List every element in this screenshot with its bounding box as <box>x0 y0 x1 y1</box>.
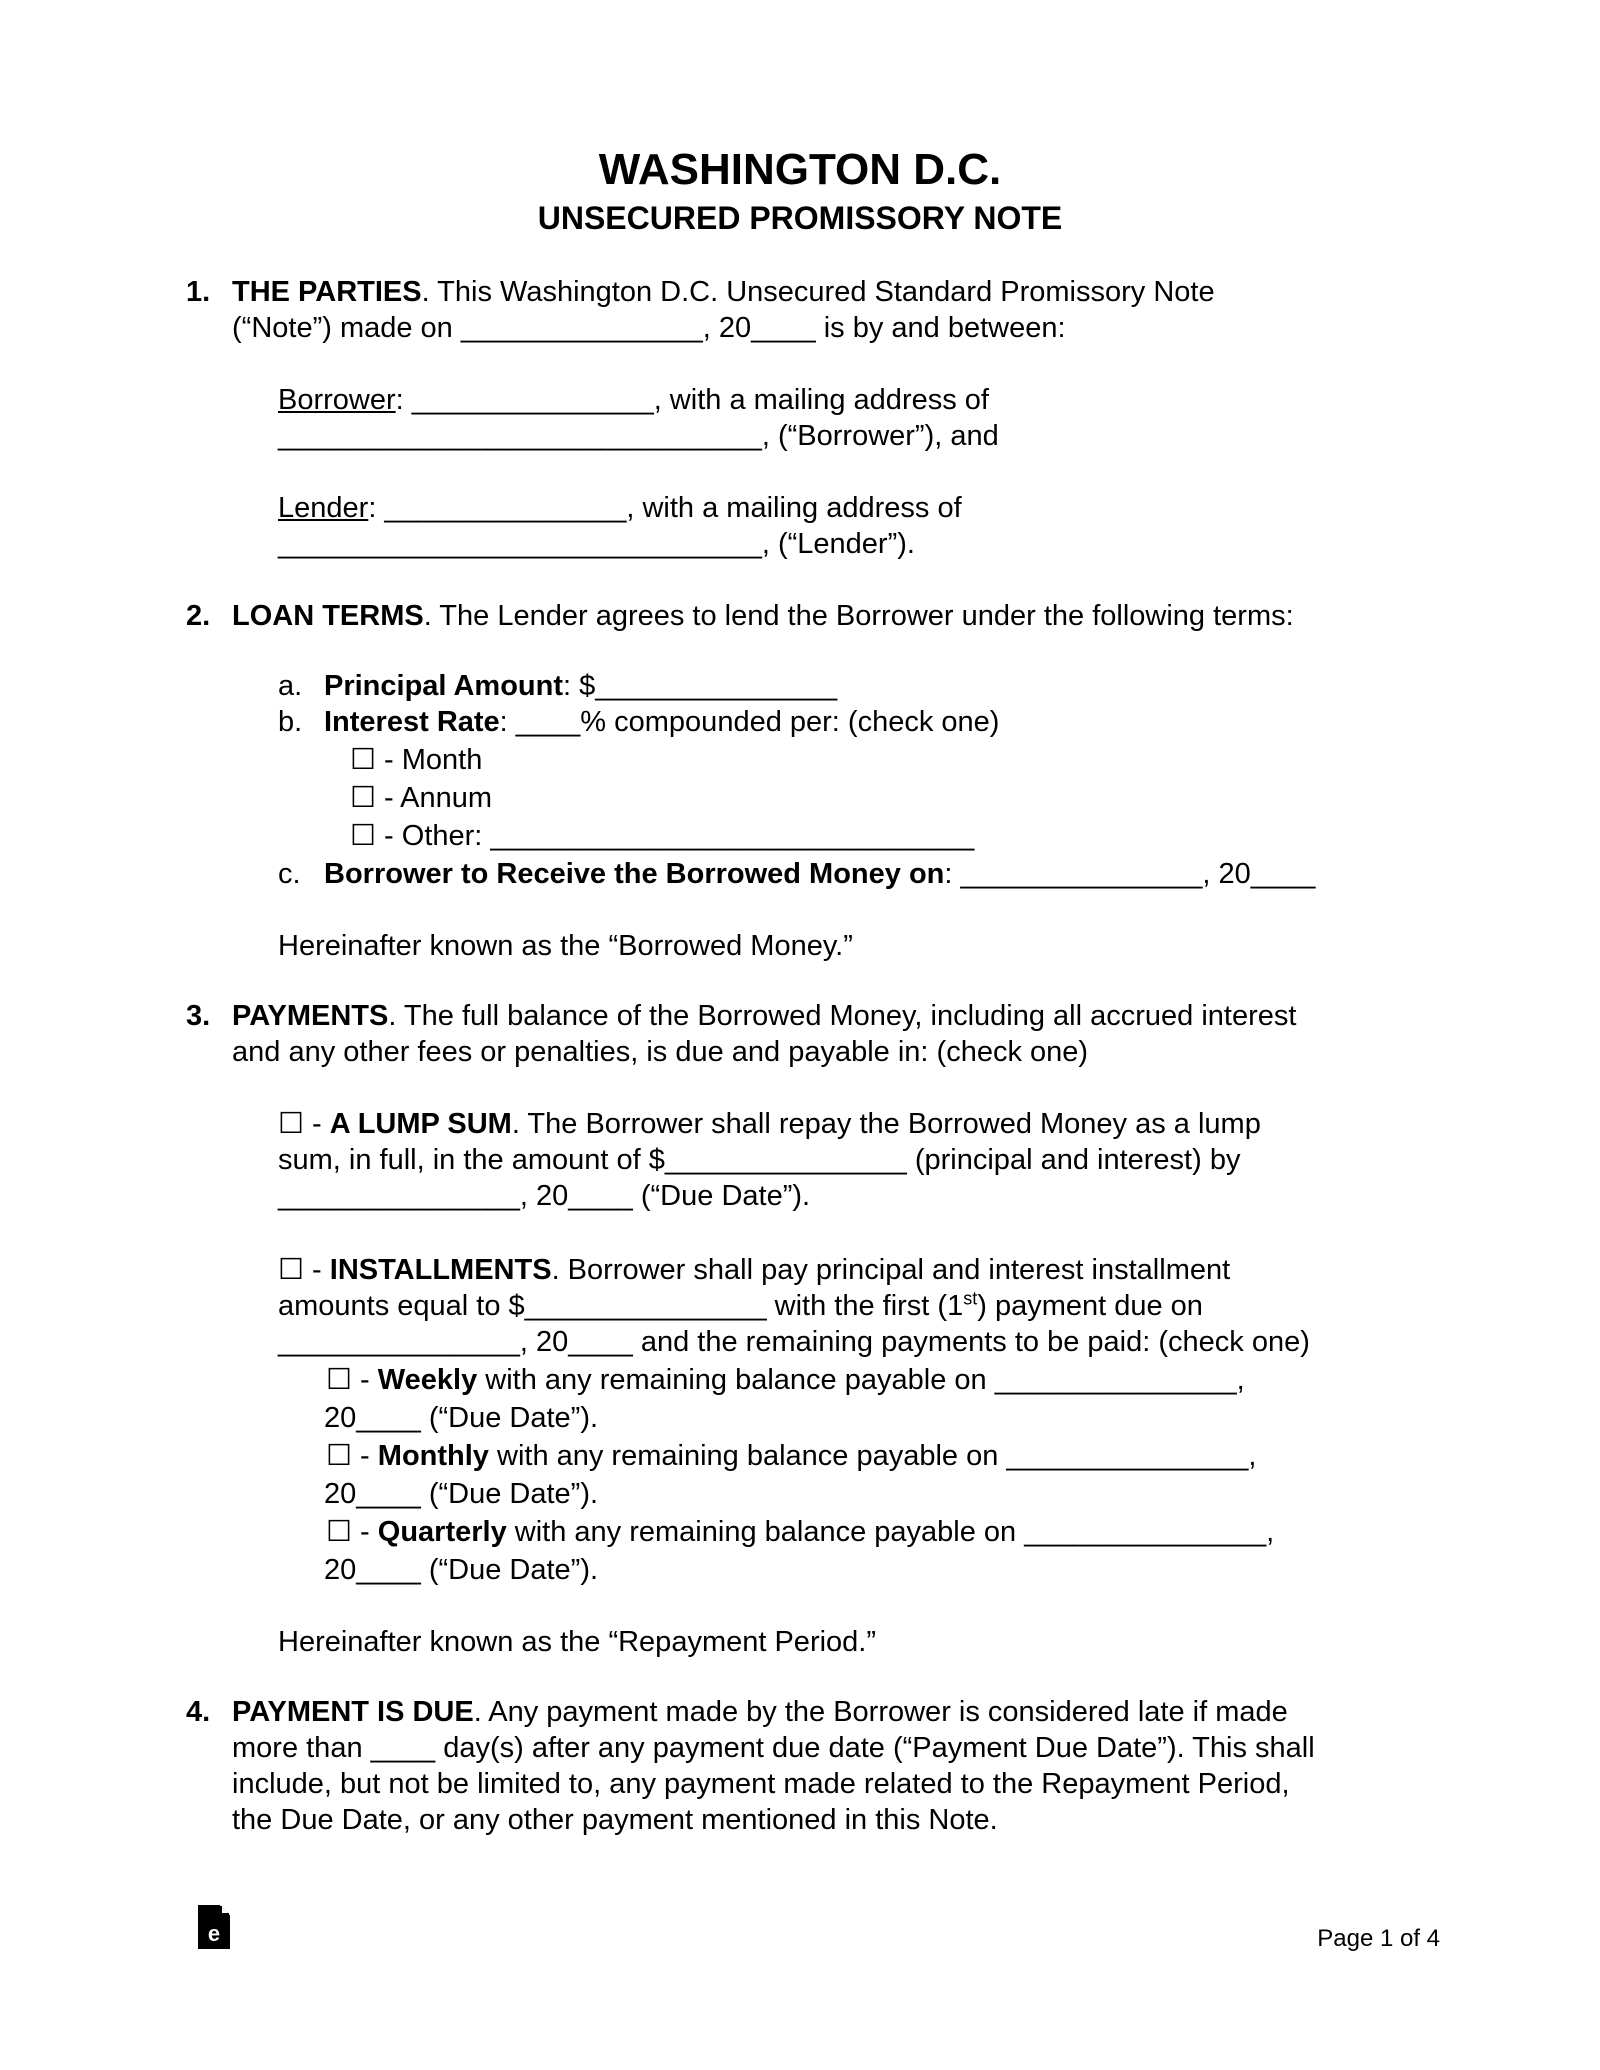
checkbox-month[interactable]: ☐ - Month <box>350 744 483 776</box>
section-1-line-1 <box>232 274 1215 310</box>
section-4-heading: PAYMENT IS DUE <box>232 1696 474 1728</box>
installments-line-2 <box>278 1288 1203 1324</box>
lump-sum-line-1 <box>278 1106 1261 1142</box>
ordinal-superscript: st <box>963 1288 978 1309</box>
installments-label: INSTALLMENTS <box>329 1254 552 1286</box>
section-3-heading: PAYMENTS <box>232 1000 389 1032</box>
lump-sum-text: . The Borrower shall repay the Borrowed Money as a lump <box>511 1108 1261 1140</box>
page-number: Page 1 of 4 <box>1317 1925 1440 1952</box>
section-4-text: . Any payment made by the Borrower is considered late if made <box>473 1696 1288 1728</box>
section-1-heading: THE PARTIES <box>232 276 422 308</box>
weekly-text: with any remaining balance payable on _______________, <box>477 1364 1245 1396</box>
section-3-number: 3. <box>186 1000 211 1032</box>
lender-label: Lender <box>278 492 369 524</box>
checkbox-other[interactable]: ☐ - Other: ______________________________ <box>350 820 975 852</box>
quarterly-due-date: 20____ (“Due Date”). <box>324 1554 599 1586</box>
installments-amount-text: amounts equal to $_______________ with the first (1 <box>278 1290 964 1322</box>
eforms-logo-icon <box>196 1905 232 1949</box>
lender-line-1 <box>278 490 962 526</box>
quarterly-line <box>326 1514 1274 1550</box>
section-2-line-1 <box>232 598 1294 634</box>
checkbox-lump-sum[interactable]: ☐ - <box>278 1108 330 1140</box>
section-3-text: . The full balance of the Borrowed Money, including all accrued interest <box>388 1000 1297 1032</box>
weekly-line <box>326 1362 1245 1398</box>
document-title: WASHINGTON D.C. <box>598 145 1002 194</box>
section-4-line-3: include, but not be limited to, any payment made related to the Repayment Period, <box>232 1768 1290 1800</box>
section-4-line-1 <box>232 1694 1288 1730</box>
item-b-marker: b. <box>278 706 303 738</box>
section-2-text: . The Lender agrees to lend the Borrower under the following terms: <box>423 600 1294 632</box>
monthly-label: Monthly <box>377 1440 489 1472</box>
lender-line-2: ______________________________, (“Lender”). <box>278 528 915 560</box>
section-2-number: 2. <box>186 600 211 632</box>
item-c-marker: c. <box>278 858 301 890</box>
section-4-number: 4. <box>186 1696 211 1728</box>
section-2-heading: LOAN TERMS <box>232 600 424 632</box>
section-1-text: . This Washington D.C. Unsecured Standard Promissory Note <box>421 276 1215 308</box>
interest-rate-label: Interest Rate <box>324 706 500 738</box>
svg-text:e: e <box>207 1921 221 1946</box>
borrower-label: Borrower <box>278 384 396 416</box>
checkbox-annum[interactable]: ☐ - Annum <box>350 782 493 814</box>
lender-field: : _______________, with a mailing address of <box>368 492 962 524</box>
installments-due-text: ) payment due on <box>977 1290 1203 1322</box>
section-3-line-1 <box>232 998 1296 1034</box>
monthly-text: with any remaining balance payable on _______________, <box>488 1440 1257 1472</box>
document-subtitle: UNSECURED PROMISSORY NOTE <box>537 200 1063 236</box>
item-a-marker: a. <box>278 670 303 702</box>
section-4-line-4: the Due Date, or any other payment mentioned in this Note. <box>232 1804 998 1836</box>
section-1-number: 1. <box>186 276 211 308</box>
installments-line-3: _______________, 20____ and the remaining payments to be paid: (check one) <box>278 1326 1310 1358</box>
interest-rate-field: : ____% compounded per: (check one) <box>499 706 1000 738</box>
principal-amount-line <box>324 668 837 704</box>
quarterly-text: with any remaining balance payable on _______________, <box>506 1516 1275 1548</box>
installments-line-1 <box>278 1252 1230 1288</box>
section-4-line-2: more than ____ day(s) after any payment due date (“Payment Due Date”). This shall <box>232 1732 1315 1764</box>
receive-date-label: Borrower to Receive the Borrowed Money on <box>324 858 945 890</box>
section-3-line-2: and any other fees or penalties, is due and payable in: (check one) <box>232 1036 1089 1068</box>
borrowed-money-definition: Hereinafter known as the “Borrowed Money.” <box>278 930 853 962</box>
lump-sum-label: A LUMP SUM <box>329 1108 512 1140</box>
borrower-line-1 <box>278 382 989 418</box>
checkbox-quarterly[interactable]: ☐ - <box>326 1516 378 1548</box>
interest-rate-line <box>324 704 999 740</box>
quarterly-label: Quarterly <box>377 1516 507 1548</box>
monthly-due-date: 20____ (“Due Date”). <box>324 1478 599 1510</box>
checkbox-monthly[interactable]: ☐ - <box>326 1440 378 1472</box>
weekly-due-date: 20____ (“Due Date”). <box>324 1402 599 1434</box>
borrower-field: : _______________, with a mailing address of <box>395 384 989 416</box>
receive-date-line <box>324 856 1315 892</box>
monthly-line <box>326 1438 1256 1474</box>
repayment-period-definition: Hereinafter known as the “Repayment Period.” <box>278 1626 877 1658</box>
installments-text: . Borrower shall pay principal and interest installment <box>551 1254 1231 1286</box>
receive-date-field: : _______________, 20____ <box>944 858 1316 890</box>
weekly-label: Weekly <box>377 1364 478 1396</box>
checkbox-weekly[interactable]: ☐ - <box>326 1364 378 1396</box>
borrower-line-2: ______________________________, (“Borrower”), and <box>278 420 999 452</box>
checkbox-installments[interactable]: ☐ - <box>278 1254 330 1286</box>
lump-sum-line-2: sum, in full, in the amount of $_______________ (principal and interest) by <box>278 1144 1241 1176</box>
principal-amount-field: : $_______________ <box>563 670 838 702</box>
principal-amount-label: Principal Amount <box>324 670 563 702</box>
section-1-line-2: (“Note”) made on _______________, 20____ is by and between: <box>232 312 1066 344</box>
lump-sum-line-3: _______________, 20____ (“Due Date”). <box>278 1180 811 1212</box>
